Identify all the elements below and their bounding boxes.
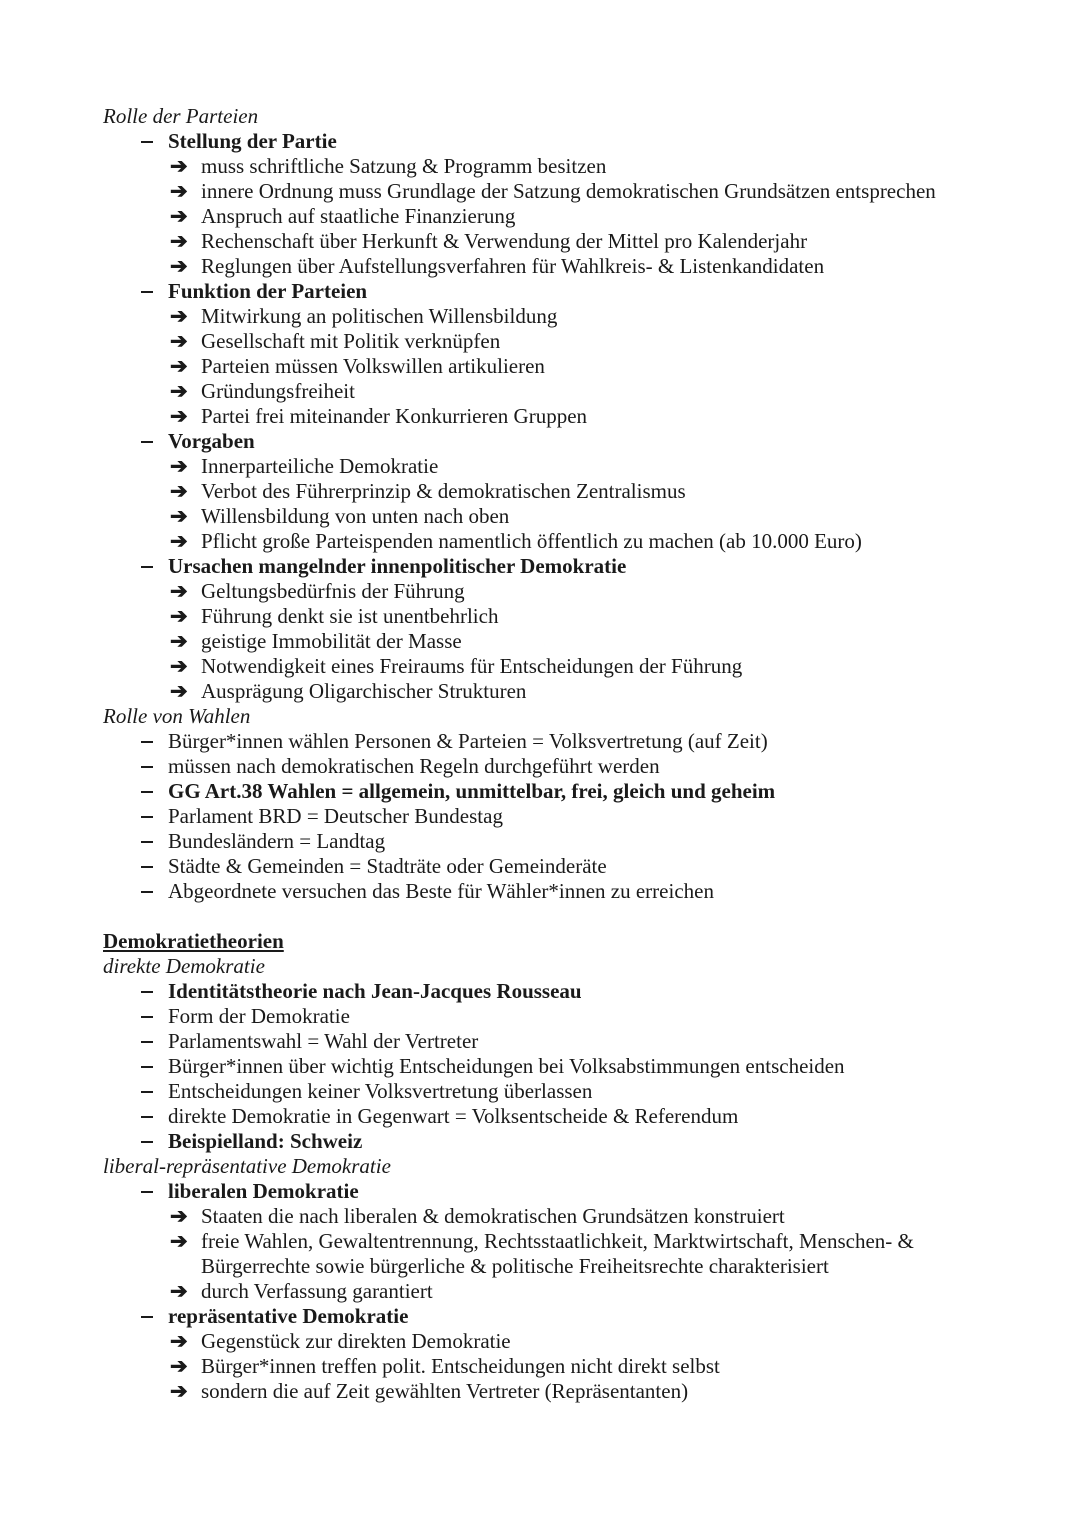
- arrow-right-icon: ➔: [170, 604, 188, 628]
- arrow-right-icon: ➔: [170, 179, 188, 203]
- arrow-right-icon: ➔: [170, 654, 188, 678]
- list-item-text: liberalen Demokratie: [168, 1179, 359, 1203]
- list-item-text: Willensbildung von unten nach oben: [201, 504, 510, 528]
- dash-list-item-bold: [103, 279, 1003, 304]
- list-item-text: Beispielland: Schweiz: [168, 1129, 363, 1153]
- spacer: [103, 904, 1003, 929]
- list-item-text: Bürger*innen über wichtig Entscheidungen bei Volksabstimmungen entscheiden: [168, 1054, 845, 1078]
- arrow-list-item: [103, 404, 1003, 429]
- dash-list-item: [103, 804, 1003, 829]
- list-item-text: Parlament BRD = Deutscher Bundestag: [168, 804, 503, 828]
- arrow-right-icon: ➔: [170, 1279, 188, 1303]
- arrow-list-item: [103, 1379, 1003, 1404]
- list-item-text: Notwendigkeit eines Freiraums für Entscheidungen der Führung: [201, 654, 743, 678]
- dash-list-item: [103, 1054, 1003, 1079]
- document-body: [103, 104, 1003, 1404]
- arrow-list-item: [103, 479, 1003, 504]
- section-subtitle-text: liberal-repräsentative Demokratie: [103, 1154, 391, 1178]
- arrow-right-icon: ➔: [170, 229, 188, 253]
- list-item-text: Abgeordnete versuchen das Beste für Wähler*innen zu erreichen: [168, 879, 714, 903]
- arrow-right-icon: ➔: [170, 529, 188, 553]
- list-item-text: Form der Demokratie: [168, 1004, 350, 1028]
- dash-list-item: [103, 1104, 1003, 1129]
- list-item-text: Entscheidungen keiner Volksvertretung überlassen: [168, 1079, 593, 1103]
- list-item-text: Bürger*innen wählen Personen & Parteien = Volksvertretung (auf Zeit): [168, 729, 768, 753]
- list-item-text: Identitätstheorie nach Jean-Jacques Rousseau: [168, 979, 582, 1003]
- arrow-list-item: [103, 254, 1003, 279]
- list-item-text: freie Wahlen, Gewaltentrennung, Rechtsstaatlichkeit, Marktwirtschaft, Menschen- &: [201, 1229, 914, 1253]
- list-item-text: Funktion der Parteien: [168, 279, 368, 303]
- dash-list-item: [103, 1029, 1003, 1054]
- arrow-right-icon: ➔: [170, 379, 188, 403]
- arrow-list-item: [103, 304, 1003, 329]
- list-item-text: repräsentative Demokratie: [168, 1304, 409, 1328]
- section-subtitle: [103, 1154, 1003, 1179]
- section-heading-text: Demokratietheorien: [103, 929, 284, 953]
- arrow-right-icon: ➔: [170, 404, 188, 428]
- arrow-list-item: [103, 329, 1003, 354]
- list-item-text: Führung denkt sie ist unentbehrlich: [201, 604, 499, 628]
- list-item-text: Städte & Gemeinden = Stadträte oder Gemeinderäte: [168, 854, 607, 878]
- arrow-right-icon: ➔: [170, 679, 188, 703]
- arrow-list-item: [103, 679, 1003, 704]
- dash-list-item: [103, 1004, 1003, 1029]
- list-item-text: Gesellschaft mit Politik verknüpfen: [201, 329, 501, 353]
- list-item-text: Vorgaben: [168, 429, 255, 453]
- dash-list-item-bold: [103, 1304, 1003, 1329]
- arrow-list-item: [103, 504, 1003, 529]
- list-item-text: müssen nach demokratischen Regeln durchgeführt werden: [168, 754, 660, 778]
- section-subtitle: [103, 954, 1003, 979]
- arrow-list-item: [103, 379, 1003, 404]
- list-item-text: Gegenstück zur direkten Demokratie: [201, 1329, 511, 1353]
- arrow-right-icon: ➔: [170, 1204, 188, 1228]
- arrow-list-item: [103, 154, 1003, 179]
- list-item-text: durch Verfassung garantiert: [201, 1279, 433, 1303]
- arrow-list-item-continuation: [103, 1254, 1003, 1279]
- list-item-text: Geltungsbedürfnis der Führung: [201, 579, 465, 603]
- section-subtitle-text: Rolle der Parteien: [103, 104, 259, 128]
- section-subtitle: [103, 104, 1003, 129]
- list-item-text: innere Ordnung muss Grundlage der Satzung demokratischen Grundsätzen entsprechen: [201, 179, 936, 203]
- list-item-text: Ursachen mangelnder innenpolitischer Demokratie: [168, 554, 627, 578]
- arrow-list-item: [103, 1279, 1003, 1304]
- dash-list-item: [103, 854, 1003, 879]
- dash-list-item: [103, 829, 1003, 854]
- section-subtitle-text: Rolle von Wahlen: [103, 704, 251, 728]
- arrow-right-icon: ➔: [170, 454, 188, 478]
- list-item-text: Reglungen über Aufstellungsverfahren für Wahlkreis- & Listenkandidaten: [201, 254, 825, 278]
- section-subtitle: [103, 704, 1003, 729]
- arrow-list-item: [103, 1354, 1003, 1379]
- arrow-right-icon: ➔: [170, 1379, 188, 1403]
- dash-list-item-bold: [103, 979, 1003, 1004]
- arrow-list-item: [103, 579, 1003, 604]
- arrow-right-icon: ➔: [170, 254, 188, 278]
- dash-list-item-bold: [103, 779, 1003, 804]
- arrow-list-item: [103, 354, 1003, 379]
- arrow-right-icon: ➔: [170, 504, 188, 528]
- arrow-right-icon: ➔: [170, 329, 188, 353]
- list-item-text: Rechenschaft über Herkunft & Verwendung der Mittel pro Kalenderjahr: [201, 229, 808, 253]
- arrow-list-item: [103, 179, 1003, 204]
- dash-list-item-bold: [103, 1129, 1003, 1154]
- section-heading: [103, 929, 1003, 954]
- arrow-right-icon: ➔: [170, 1229, 188, 1253]
- list-item-text: Verbot des Führerprinzip & demokratischen Zentralismus: [201, 479, 686, 503]
- dash-list-item-bold: [103, 429, 1003, 454]
- arrow-list-item: [103, 1204, 1003, 1229]
- list-item-text: geistige Immobilität der Masse: [201, 629, 462, 653]
- list-item-text: Pflicht große Parteispenden namentlich öffentlich zu machen (ab 10.000 Euro): [201, 529, 862, 553]
- arrow-list-item: [103, 1229, 1003, 1254]
- arrow-list-item: [103, 604, 1003, 629]
- arrow-list-item: [103, 229, 1003, 254]
- arrow-right-icon: ➔: [170, 154, 188, 178]
- dash-list-item-bold: [103, 129, 1003, 154]
- arrow-list-item: [103, 654, 1003, 679]
- dash-list-item: [103, 754, 1003, 779]
- list-item-text: Staaten die nach liberalen & demokratischen Grundsätzen konstruiert: [201, 1204, 785, 1228]
- arrow-right-icon: ➔: [170, 204, 188, 228]
- list-item-text: Stellung der Partie: [168, 129, 337, 153]
- list-item-text: Bundesländern = Landtag: [168, 829, 386, 853]
- arrow-right-icon: ➔: [170, 1354, 188, 1378]
- list-item-text: Parteien müssen Volkswillen artikulieren: [201, 354, 545, 378]
- arrow-list-item: [103, 454, 1003, 479]
- arrow-right-icon: ➔: [170, 629, 188, 653]
- list-item-text: Parlamentswahl = Wahl der Vertreter: [168, 1029, 479, 1053]
- arrow-list-item: [103, 529, 1003, 554]
- dash-list-item-bold: [103, 554, 1003, 579]
- list-item-text: Innerparteiliche Demokratie: [201, 454, 439, 478]
- list-item-text: muss schriftliche Satzung & Programm besitzen: [201, 154, 607, 178]
- list-item-text: Partei frei miteinander Konkurrieren Gruppen: [201, 404, 588, 428]
- list-item-text: Anspruch auf staatliche Finanzierung: [201, 204, 516, 228]
- list-item-text: Bürger*innen treffen polit. Entscheidungen nicht direkt selbst: [201, 1354, 720, 1378]
- dash-list-item: [103, 729, 1003, 754]
- arrow-list-item: [103, 1329, 1003, 1354]
- list-item-text: Mitwirkung an politischen Willensbildung: [201, 304, 558, 328]
- list-item-text: Gründungsfreiheit: [201, 379, 355, 403]
- dash-list-item: [103, 879, 1003, 904]
- list-item-text: sondern die auf Zeit gewählten Vertreter (Repräsentanten): [201, 1379, 689, 1403]
- list-item-text: Ausprägung Oligarchischer Strukturen: [201, 679, 527, 703]
- dash-list-item: [103, 1079, 1003, 1104]
- arrow-right-icon: ➔: [170, 354, 188, 378]
- arrow-list-item: [103, 629, 1003, 654]
- arrow-list-item: [103, 204, 1003, 229]
- arrow-right-icon: ➔: [170, 579, 188, 603]
- arrow-right-icon: ➔: [170, 1329, 188, 1353]
- arrow-right-icon: ➔: [170, 479, 188, 503]
- arrow-right-icon: ➔: [170, 304, 188, 328]
- section-subtitle-text: direkte Demokratie: [103, 954, 265, 978]
- list-item-text: Bürgerrechte sowie bürgerliche & politische Freiheitsrechte charakterisiert: [201, 1254, 829, 1278]
- list-item-text: direkte Demokratie in Gegenwart = Volksentscheide & Referendum: [168, 1104, 739, 1128]
- dash-list-item-bold: [103, 1179, 1003, 1204]
- list-item-text: GG Art.38 Wahlen = allgemein, unmittelbar, frei, gleich und geheim: [168, 779, 776, 803]
